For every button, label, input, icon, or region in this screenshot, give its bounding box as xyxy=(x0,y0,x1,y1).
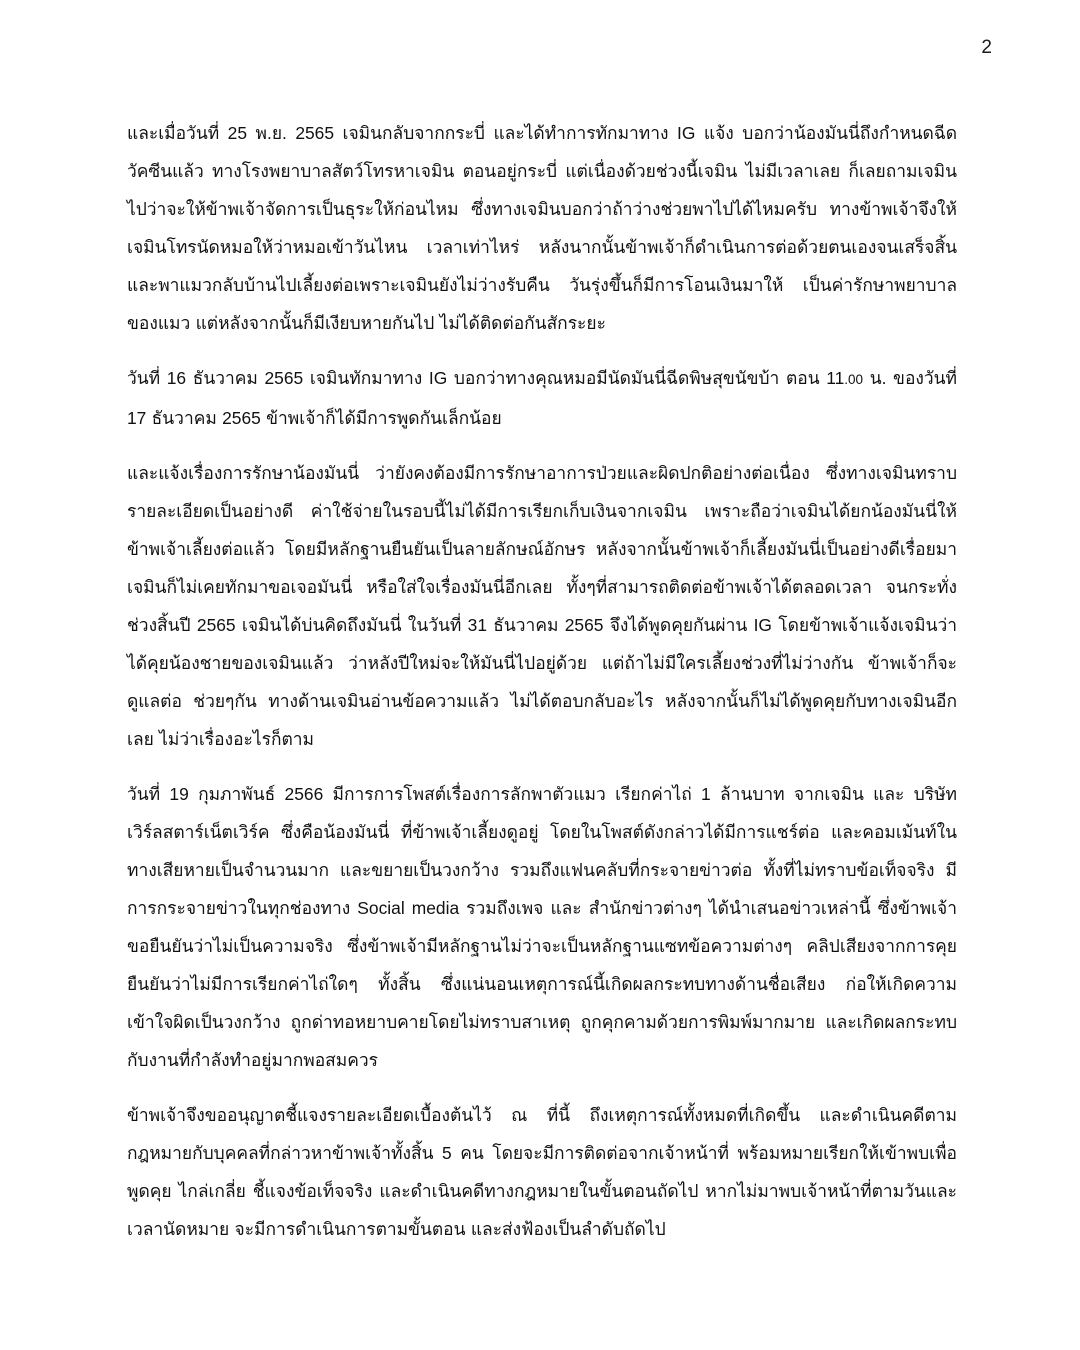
paragraph-2-text-before: วันที่ 16 ธันวาคม 2565 เจมินทักมาทาง IG บอกว่าทางคุณหมอมีนัดมันนี่ฉีดพิษสุขนัขบ้า ตอน 11 xyxy=(127,368,845,388)
paragraph-2 xyxy=(127,359,957,437)
paragraph-3: และแจ้งเรื่องการรักษาน้องมันนี่ ว่ายังคงต้องมีการรักษาอาการป่วยและผิดปกติอย่างต่อเนื่อง ซึ่งทางเจมินทราบรายละเอียดเป็นอย่างดี ค่าใช้จ่ายในรอบนี้ไม่ได้มีการเรียกเก็บเงินจากเจมิน เพราะถือว่าเจมินได้ยกน้องมันนี่ให้ข้าพเจ้าเลี้ยงต่อแล้ว โดยมีหลักฐานยืนยันเป็นลายลักษณ์อักษร หลังจากนั้นข้าพเจ้าก็เลี้ยงมันนี่เป็นอย่างดีเรื่อยมา เจมินก็ไม่เคยทักมาขอเจอมันนี่ หรือใส่ใจเรื่องมันนี่อีกเลย ทั้งๆที่สามารถติดต่อข้าพเจ้าได้ตลอดเวลา จนกระทั่งช่วงสิ้นปี 2565 เจมินได้บ่นคิดถึงมันนี่ ในวันที่ 31 ธันวาคม 2565 จึงได้พูดคุยกันผ่าน IG โดยข้าพเจ้าแจ้งเจมินว่าได้คุยน้องชายของเจมินแล้ว ว่าหลังปีใหม่จะให้มันนี่ไปอยู่ด้วย แต่ถ้าไม่มีใครเลี้ยงช่วงที่ไม่ว่างกัน ข้าพเจ้าก็จะดูแลต่อ ช่วยๆกัน ทางด้านเจมินอ่านข้อความแล้ว ไม่ได้ตอบกลับอะไร หลังจากนั้นก็ไม่ได้พูดคุยกับทางเจมินอีกเลย ไม่ว่าเรื่องอะไรก็ตาม xyxy=(127,463,957,749)
paragraph-1: และเมื่อวันที่ 25 พ.ย. 2565 เจมินกลับจากกระบี่ และได้ทำการทักมาทาง IG แจ้ง บอกว่าน้องมันนี่ถึงกำหนดฉีดวัคซีนแล้ว ทางโรงพยาบาลสัตว์โทรหาเจมิน ตอนอยู่กระบี่ แต่เนื่องด้วยช่วงนี้เจมิน ไม่มีเวลาเลย ก็เลยถามเจมินไปว่าจะให้ข้าพเจ้าจัดการเป็นธุระให้ก่อนไหม ซึ่งทางเจมินบอกว่าถ้าว่างช่วยพาไปได้ไหมครับ ทางข้าพเจ้าจึงให้เจมินโทรนัดหมอให้ว่าหมอเข้าวันไหน เวลาเท่าไหร่ หลังนากนั้นข้าพเจ้าก็ดำเนินการต่อด้วยตนเองจนเสร็จสิ้น และพาแมวกลับบ้านไปเลี้ยงต่อเพราะเจมินยังไม่ว่างรับคืน วันรุ่งขึ้นก็มีการโอนเงินมาให้ เป็นค่ารักษาพยาบาลของแมว แต่หลังจากนั้นก็มีเงียบหายกันไป ไม่ได้ติดต่อกันสักระยะ xyxy=(127,123,957,333)
paragraph-5: ข้าพเจ้าจึงขออนุญาตชี้แจงรายละเอียดเบื้องต้นไว้ ณ ที่นี้ ถึงเหตุการณ์ทั้งหมดที่เกิดขึ้น และดำเนินคดีตามกฎหมายกับบุคคลที่กล่าวหาข้าพเจ้าทั้งสิ้น 5 คน โดยจะมีการติดต่อจากเจ้าหน้าที่ พร้อมหมายเรียกให้เข้าพบเพื่อพูดคุย ไกล่เกลี่ย ชี้แจงข้อเท็จจริง และดำเนินคดีทางกฎหมายในขั้นตอนถัดไป หากไม่มาพบเจ้าหน้าที่ตามวันและเวลานัดหมาย จะมีการดำเนินการตามขั้นตอน และส่งฟ้องเป็นลำดับถัดไป xyxy=(127,1105,957,1239)
document-body xyxy=(127,114,957,1248)
page-number: 2 xyxy=(981,37,992,58)
paragraph-2-time-fraction: .00 xyxy=(844,372,864,387)
paragraph-2-text-after: น. ของวันที่ 17 ธันวาคม 2565 ข้าพเจ้าก็ได้มีการพูดกันเล็กน้อย xyxy=(127,368,957,428)
paragraph-4: วันที่ 19 กุมภาพันธ์ 2566 มีการการโพสต์เรื่องการลักพาตัวแมว เรียกค่าไถ่ 1 ล้านบาท จากเจมิน และ บริษัทเวิร์ลสตาร์เน็ตเวิร์ค ซึ่งคือน้องมันนี่ ที่ข้าพเจ้าเลี้ยงดูอยู่ โดยในโพสต์ดังกล่าวได้มีการแชร์ต่อ และคอมเม้นท์ในทางเสียหายเป็นจำนวนมาก และขยายเป็นวงกว้าง รวมถึงแฟนคลับที่กระจายข่าวต่อ ทั้งที่ไม่ทราบข้อเท็จจริง มีการกระจายข่าวในทุกช่องทาง Social media รวมถึงเพจ และ สำนักข่าวต่างๆ ได้นำเสนอข่าวเหล่านี้ ซึ่งข้าพเจ้าขอยืนยันว่าไม่เป็นความจริง ซึ่งข้าพเจ้ามีหลักฐานไม่ว่าจะเป็นหลักฐานแซทข้อความต่างๆ คลิปเสียงจากการคุย ยืนยันว่าไม่มีการเรียกค่าไถ่ใดๆ ทั้งสิ้น ซึ่งแน่นอนเหตุการณ์นี้เกิดผลกระทบทางด้านชื่อเสียง ก่อให้เกิดความเข้าใจผิดเป็นวงกว้าง ถูกด่าทอหยาบคายโดยไม่ทราบสาเหตุ ถูกคุกคามด้วยการพิมพ์มากมาย และเกิดผลกระทบกับงานที่กำลังทำอยู่มากพอสมควร xyxy=(127,784,957,1070)
